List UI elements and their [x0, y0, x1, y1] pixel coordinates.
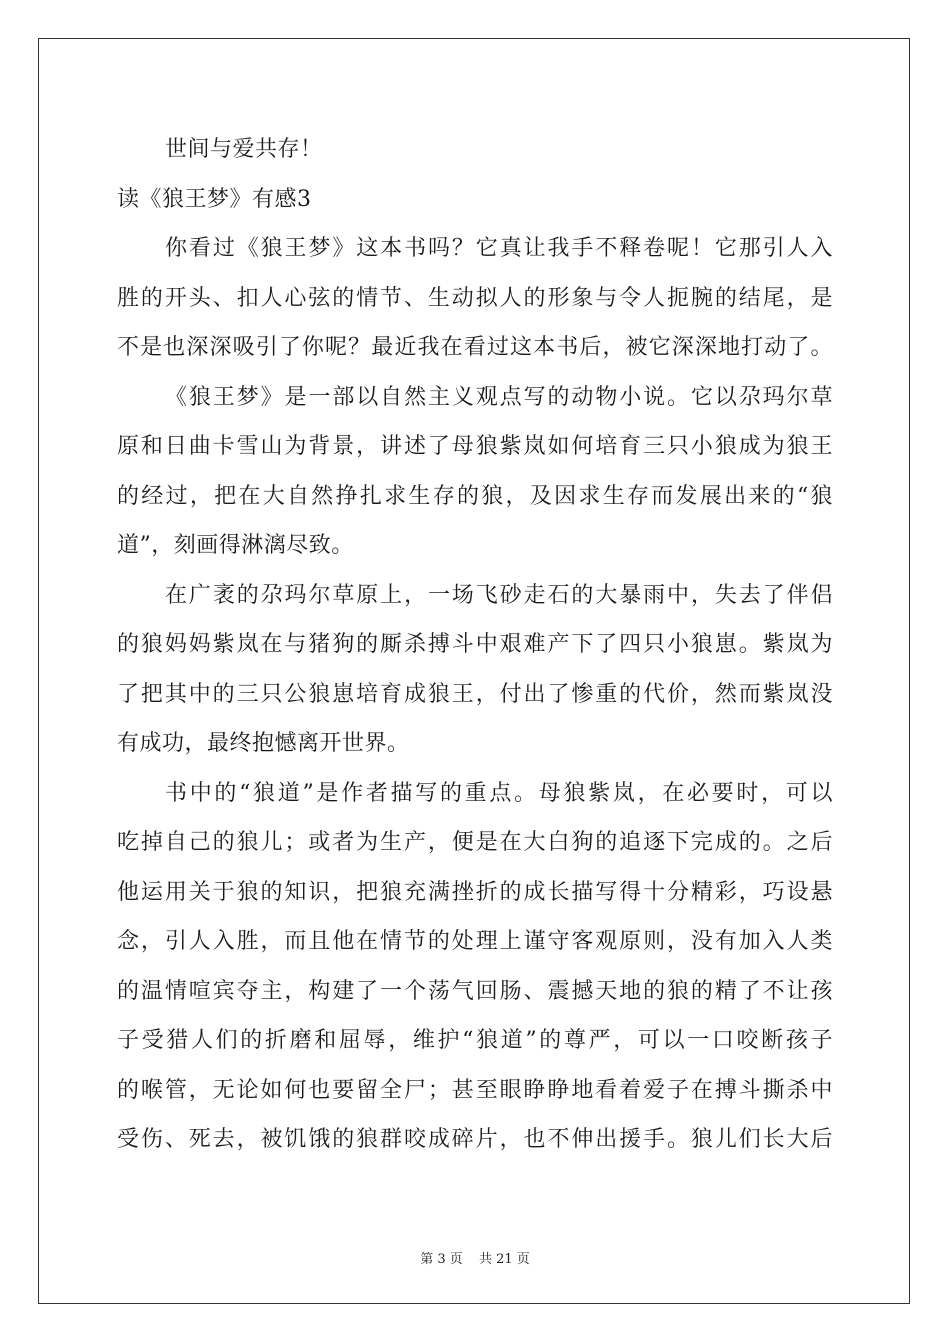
document-body — [117, 125, 833, 1165]
paragraph-line: 有成功，最终抱憾离开世界。 — [117, 731, 410, 756]
paragraph-line: 世间与爱共存！ — [165, 137, 323, 162]
paragraph-line: 子受猎人们的折磨和屈辱，维护“狼道”的尊严，可以一口咬断孩子 — [117, 1028, 833, 1053]
paragraph-line: 的喉管，无论如何也要留全尸；甚至眼睁睁地看着爱子在搏斗撕杀中 — [117, 1077, 833, 1103]
page-number: 第 3 页 — [420, 1252, 463, 1267]
paragraph-line: 了把其中的三只公狼崽培育成狼王，付出了惨重的代价，然而紫岚没 — [117, 681, 833, 707]
paragraph-line: 不是也深深吸引了你呢？最近我在看过这本书后，被它深深地打动了。 — [117, 335, 833, 360]
paragraph-line: 的经过，把在大自然挣扎求生存的狼，及因求生存而发展出来的“狼 — [117, 483, 833, 509]
paragraph-line: 吃掉自己的狼儿；或者为生产，便是在大白狗的追逐下完成的。之后 — [117, 830, 833, 855]
paragraph-line: 念，引人入胜，而且他在情节的处理上谨守客观原则，没有加入人类 — [117, 929, 833, 954]
paragraph-line: 的狼妈妈紫岚在与猪狗的厮杀搏斗中艰难产下了四只小狼崽。紫岚为 — [117, 632, 833, 657]
paragraph-line: 原和日曲卡雪山为背景，讲述了母狼紫岚如何培育三只小狼成为狼王 — [117, 434, 833, 459]
page-footer — [0, 1248, 950, 1267]
paragraph-line: 的温情喧宾夺主，构建了一个荡气回肠、震撼天地的狼的精了不让孩 — [117, 978, 833, 1004]
paragraph-line: 他运用关于狼的知识，把狼充满挫折的成长描写得十分精彩，巧设悬 — [117, 879, 833, 905]
page-total: 共 21 页 — [478, 1252, 530, 1267]
paragraph-line: 受伤、死去，被饥饿的狼群咬成碎片，也不伸出援手。狼儿们长大后 — [117, 1127, 833, 1152]
paragraph-line: 胜的开头、扣人心弦的情节、生动拟人的形象与令人扼腕的结尾，是 — [117, 285, 833, 311]
paragraph-line: 你看过《狼王梦》这本书吗？它真让我手不释卷呢！它那引人入 — [165, 236, 833, 261]
paragraph-line: 道”，刻画得淋漓尽致。 — [117, 533, 354, 558]
paragraph-line: 书中的“狼道”是作者描写的重点。母狼紫岚，在必要时，可以 — [165, 780, 833, 806]
paragraph-line: 《狼王梦》是一部以自然主义观点写的动物小说。它以尕玛尔草 — [165, 384, 833, 410]
paragraph-line: 在广袤的尕玛尔草原上，一场飞砂走石的大暴雨中，失去了伴侣 — [165, 582, 833, 608]
section-heading: 读《狼王梦》有感3 — [117, 186, 312, 212]
